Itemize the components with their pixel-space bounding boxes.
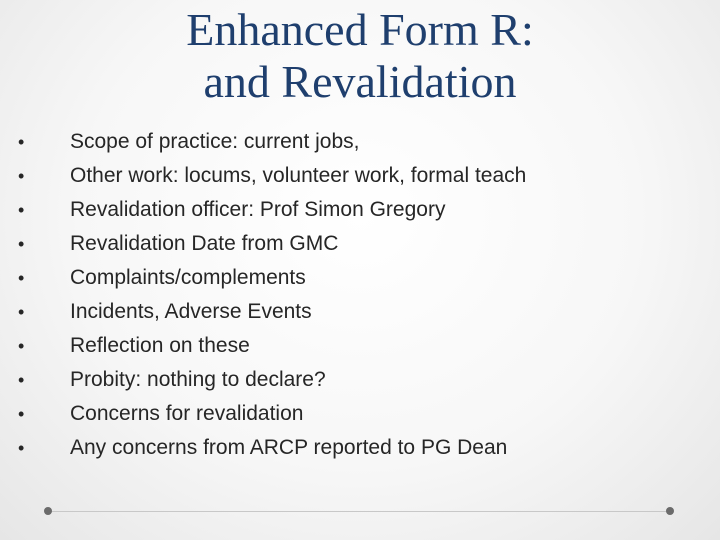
bullet-text: Probity: nothing to declare?: [70, 368, 326, 391]
bullet-item: [18, 368, 708, 402]
bullet-item: [18, 334, 708, 368]
footer-left-dot-icon: [44, 507, 52, 515]
bullet-dot-icon: •: [18, 200, 25, 220]
title-line-1: Enhanced Form R:: [186, 4, 534, 55]
bullet-dot-icon: •: [18, 336, 25, 356]
bullet-dot-icon: •: [18, 302, 25, 322]
bullet-text: Incidents, Adverse Events: [70, 300, 312, 323]
bullet-dot-icon: •: [18, 166, 25, 186]
bullet-list: [18, 130, 708, 470]
slide-title: [100, 4, 620, 108]
bullet-item: [18, 198, 708, 232]
bullet-item: [18, 232, 708, 266]
bullet-text: Revalidation Date from GMC: [70, 232, 339, 255]
bullet-dot-icon: •: [18, 268, 25, 288]
bullet-text: Complaints/complements: [70, 266, 306, 289]
bullet-item: [18, 300, 708, 334]
bullet-text: Any concerns from ARCP reported to PG Dean: [70, 436, 508, 459]
bullet-item: [18, 164, 708, 198]
bullet-item: [18, 402, 708, 436]
bullet-text: Revalidation officer: Prof Simon Gregory: [70, 198, 446, 221]
bullet-text: Scope of practice: current jobs,: [70, 130, 360, 153]
bullet-text: Concerns for revalidation: [70, 402, 304, 425]
bullet-dot-icon: •: [18, 234, 25, 254]
bullet-item: [18, 130, 708, 164]
bullet-dot-icon: •: [18, 404, 25, 424]
title-line-2: and Revalidation: [203, 56, 517, 107]
footer-right-dot-icon: [666, 507, 674, 515]
bullet-dot-icon: •: [18, 132, 25, 152]
bullet-dot-icon: •: [18, 370, 25, 390]
bullet-item: [18, 266, 708, 300]
bullet-item: [18, 436, 708, 470]
bullet-dot-icon: •: [18, 438, 25, 458]
bullet-text: Other work: locums, volunteer work, formal teach: [70, 164, 527, 187]
bullet-text: Reflection on these: [70, 334, 250, 357]
footer-divider: [48, 511, 672, 512]
